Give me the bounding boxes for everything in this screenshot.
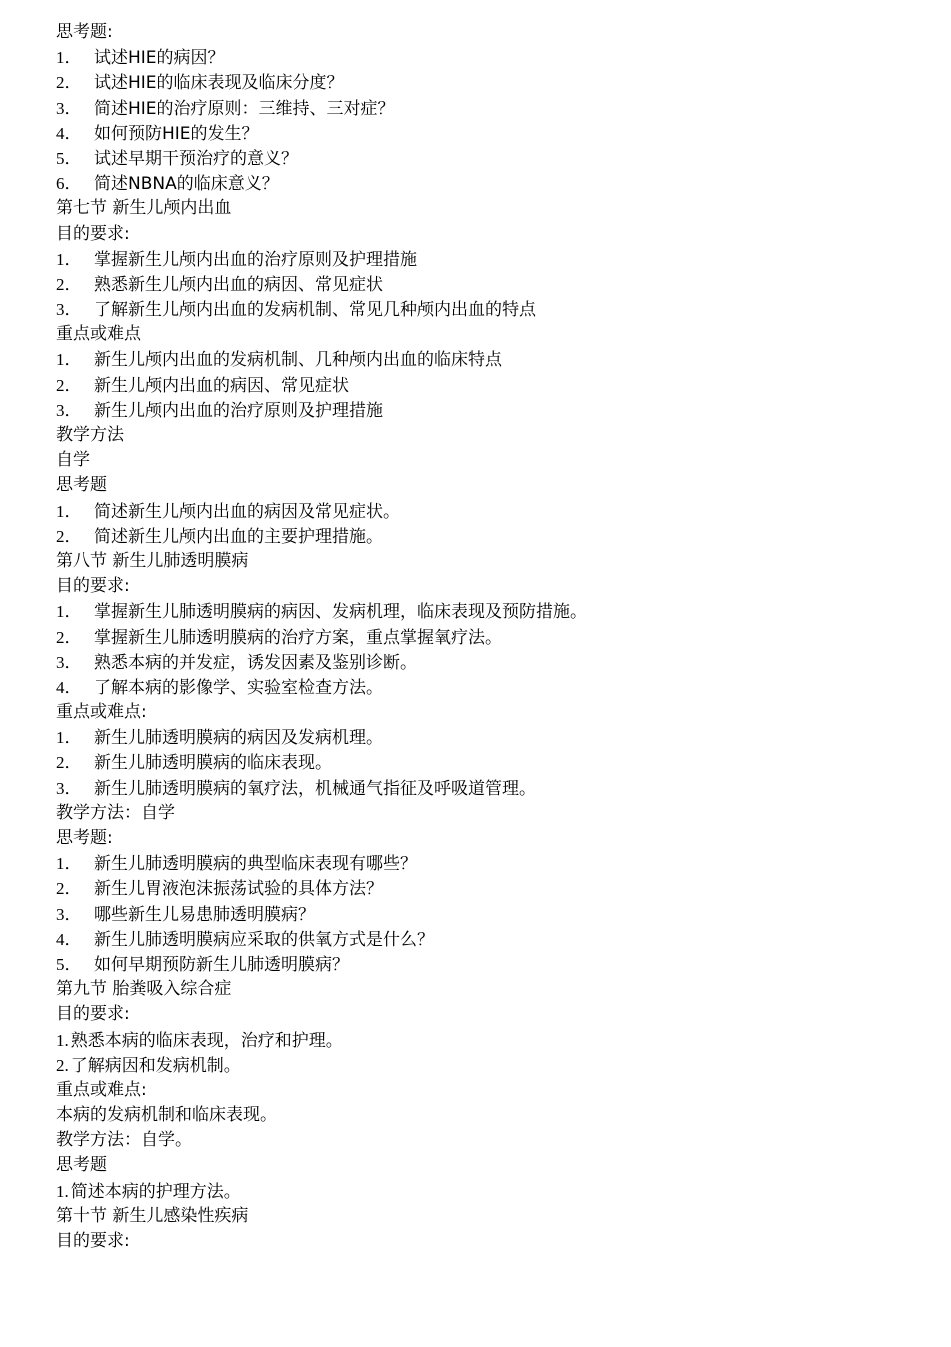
line-text: 教学方法：自学。	[56, 1130, 192, 1151]
list-item-number: 3．	[56, 400, 82, 420]
text-line	[56, 222, 916, 247]
text-line	[56, 801, 916, 826]
numbered-list-item	[56, 347, 916, 372]
line-text: 目的要求:	[56, 1231, 130, 1251]
line-text: 自学	[56, 450, 90, 471]
text-line	[56, 826, 916, 851]
line-text: 新生儿肺透明膜病的临床表现。	[94, 753, 332, 774]
line-text: 掌握新生儿肺透明膜病的病因、发病机理，临床表现及预防措施。	[94, 602, 587, 623]
list-item-number: 2．	[56, 375, 82, 395]
numbered-list-item	[56, 902, 916, 927]
line-text: 本病的发病机制和临床表现。	[56, 1105, 277, 1126]
line-text: 了解新生儿颅内出血的发病机制、常见几种颅内出血的特点	[94, 300, 536, 321]
list-item-number: 3．	[56, 904, 82, 924]
list-item-number: 2．	[56, 274, 82, 294]
line-text: 重点或难点:	[56, 702, 147, 723]
line-text: 熟悉新生儿颅内出血的病因、常见症状	[94, 274, 383, 295]
list-item-number: 1．	[56, 249, 82, 269]
numbered-list-item	[56, 725, 916, 750]
line-text: 第七节 新生儿颅内出血	[56, 198, 232, 219]
list-item-number: 3．	[56, 300, 82, 320]
line-text: 新生儿肺透明膜病应采取的供氧方式是什么？	[94, 929, 434, 950]
list-item-number: 2.	[56, 1055, 69, 1075]
numbered-list-item	[56, 952, 916, 977]
numbered-list-item	[56, 1028, 916, 1053]
text-line	[56, 196, 916, 221]
line-text: 试述早期干预治疗的意义？	[94, 148, 298, 169]
document-page	[56, 20, 916, 1254]
line-text: 目的要求:	[56, 1004, 130, 1025]
numbered-list-item	[56, 876, 916, 901]
line-text: 思考题:	[56, 22, 113, 42]
numbered-list-item	[56, 851, 916, 876]
line-text: 新生儿胃液泡沫振荡试验的具体方法？	[94, 879, 383, 900]
numbered-list-item	[56, 776, 916, 801]
numbered-list-item	[56, 675, 916, 700]
line-text: 简述NBNA的临床意义？	[94, 174, 279, 195]
text-line	[56, 549, 916, 574]
numbered-list-item	[56, 272, 916, 297]
list-item-number: 5．	[56, 148, 82, 168]
text-line	[56, 322, 916, 347]
text-line	[56, 20, 916, 45]
list-item-number: 4．	[56, 123, 82, 143]
numbered-list-item	[56, 171, 916, 196]
numbered-list-item	[56, 247, 916, 272]
list-item-number: 1.	[56, 1181, 69, 1201]
numbered-list-item	[56, 121, 916, 146]
line-text: 试述HIE的临床表现及临床分度？	[94, 73, 344, 94]
line-text: 简述HIE的治疗原则：三维持、三对症？	[94, 98, 395, 119]
line-text: 熟悉本病的并发症，诱发因素及鉴别诊断。	[94, 652, 417, 673]
line-text: 熟悉本病的临床表现，治疗和护理。	[70, 1030, 343, 1051]
line-text: 第九节 胎粪吸入综合症	[56, 979, 232, 1000]
list-item-number: 1．	[56, 728, 82, 748]
list-item-number: 1．	[56, 48, 82, 68]
numbered-list-item	[56, 96, 916, 121]
text-line	[56, 1153, 916, 1178]
numbered-list-item	[56, 373, 916, 398]
numbered-list-item	[56, 750, 916, 775]
line-text: 试述HIE的病因？	[94, 48, 225, 69]
line-text: 第八节 新生儿肺透明膜病	[56, 550, 249, 571]
numbered-list-item	[56, 70, 916, 95]
text-line	[56, 700, 916, 725]
text-line	[56, 1103, 916, 1128]
line-text: 掌握新生儿颅内出血的治疗原则及护理措施	[94, 249, 417, 270]
text-line	[56, 1204, 916, 1229]
text-line	[56, 1078, 916, 1103]
line-text: 简述新生儿颅内出血的病因及常见症状。	[94, 501, 400, 522]
numbered-list-item	[56, 45, 916, 70]
list-item-number: 3．	[56, 98, 82, 118]
line-text: 新生儿颅内出血的治疗原则及护理措施	[94, 400, 383, 421]
text-line	[56, 473, 916, 498]
list-item-number: 2．	[56, 627, 82, 647]
list-item-number: 5．	[56, 954, 82, 974]
list-item-number: 1．	[56, 350, 82, 370]
numbered-list-item	[56, 297, 916, 322]
numbered-list-item	[56, 1053, 916, 1078]
list-item-number: 1．	[56, 602, 82, 622]
text-line	[56, 448, 916, 473]
line-text: 目的要求:	[56, 576, 130, 597]
list-item-number: 1.	[56, 1030, 69, 1050]
list-item-number: 3．	[56, 778, 82, 798]
line-text: 目的要求:	[56, 223, 130, 244]
line-text: 教学方法：自学	[56, 802, 175, 823]
line-text: 新生儿肺透明膜病的氧疗法，机械通气指征及呼吸道管理。	[94, 778, 536, 799]
line-text: 第十节 新生儿感染性疾病	[56, 1205, 249, 1226]
numbered-list-item	[56, 146, 916, 171]
list-item-number: 1．	[56, 501, 82, 521]
line-text: 哪些新生儿易患肺透明膜病？	[94, 904, 315, 925]
text-line	[56, 1229, 916, 1254]
numbered-list-item	[56, 927, 916, 952]
list-item-number: 6．	[56, 174, 82, 194]
list-item-number: 4．	[56, 929, 82, 949]
line-text: 简述本病的护理方法。	[70, 1181, 241, 1202]
line-text: 掌握新生儿肺透明膜病的治疗方案，重点掌握氧疗法。	[94, 627, 502, 648]
line-text: 思考题	[56, 1155, 107, 1176]
numbered-list-item	[56, 398, 916, 423]
line-text: 新生儿肺透明膜病的病因及发病机理。	[94, 728, 383, 749]
line-text: 新生儿颅内出血的发病机制、几种颅内出血的临床特点	[94, 350, 502, 371]
line-text: 重点或难点	[56, 324, 141, 345]
list-item-number: 2．	[56, 879, 82, 899]
line-text: 如何早期预防新生儿肺透明膜病？	[94, 954, 349, 975]
list-item-number: 3．	[56, 652, 82, 672]
numbered-list-item	[56, 625, 916, 650]
line-text: 教学方法	[56, 425, 124, 445]
list-item-number: 2．	[56, 73, 82, 93]
text-line	[56, 1128, 916, 1153]
text-line	[56, 977, 916, 1002]
numbered-list-item	[56, 599, 916, 624]
numbered-list-item	[56, 499, 916, 524]
line-text: 思考题	[56, 475, 107, 496]
numbered-list-item	[56, 650, 916, 675]
line-text: 了解病因和发病机制。	[70, 1055, 241, 1076]
list-item-number: 2．	[56, 753, 82, 773]
text-line	[56, 423, 916, 448]
numbered-list-item	[56, 524, 916, 549]
numbered-list-item	[56, 1179, 916, 1204]
list-item-number: 2．	[56, 526, 82, 546]
line-text: 了解本病的影像学、实验室检查方法。	[94, 677, 383, 698]
line-text: 重点或难点:	[56, 1079, 147, 1100]
line-text: 思考题:	[56, 828, 113, 848]
line-text: 新生儿肺透明膜病的典型临床表现有哪些？	[94, 854, 417, 875]
text-line	[56, 1002, 916, 1027]
line-text: 简述新生儿颅内出血的主要护理措施。	[94, 526, 383, 547]
text-line	[56, 574, 916, 599]
line-text: 新生儿颅内出血的病因、常见症状	[94, 375, 349, 396]
list-item-number: 1．	[56, 854, 82, 874]
line-text: 如何预防HIE的发生？	[94, 123, 259, 144]
list-item-number: 4．	[56, 677, 82, 697]
